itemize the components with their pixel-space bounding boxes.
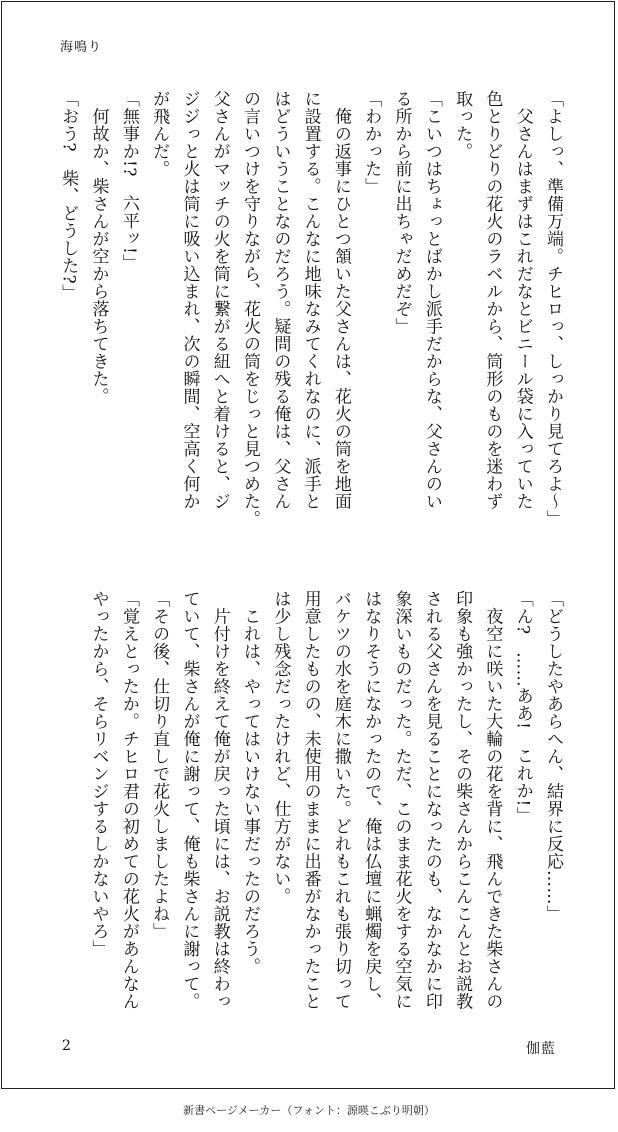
text-line: 父さんがマッチの火を筒に繋がる紐へと着けると、ジ (209, 90, 230, 510)
text-line: 夜空に咲いた大輪の花を背に、飛んできた柴さんの (482, 590, 503, 1010)
text-line: 「こいつはちょっとばかし派手だからな、父さんのい (421, 90, 442, 510)
text-line: の言いつけを守りながら、花火の筒をじっと見つめた。 (240, 90, 261, 528)
text-line: 「わかった」 (361, 90, 382, 195)
text-line: 「よしっ、準備万端。チヒロっ、しっかり見てろよ〜」 (543, 90, 563, 528)
text-line: はなりそうになかったので、俺は仏壇に蝋燭を戻し、 (361, 590, 382, 1010)
text-line: 印象も強かったし、その柴さんからこんこんとお説教 (452, 590, 473, 1010)
text-line: 取った。 (452, 90, 473, 160)
footer-author: 伽藍 (526, 1041, 556, 1057)
text-line: 「どうしたやあらへん、結界に反応……」 (543, 590, 563, 923)
running-header-title: 海鳴り (60, 40, 103, 55)
text-line: 色とりどりの花火のラベルから、筒形のものを迷わず (482, 90, 503, 510)
text-line: は少し残念だったけれど、仕方がない。 (270, 590, 291, 905)
text-line: ていて、柴さんが俺に謝って、俺も柴さんに謝って。 (179, 590, 200, 1010)
text-line: 「無事か!? 六平ッ!」 (118, 90, 139, 272)
page-frame (1, 1, 615, 1089)
text-line: これは、やってはいけない事だったのだろう。 (240, 590, 261, 975)
text-line: 「ん? ……ああ! これか!」 (512, 590, 533, 825)
text-line: 片付けを終えて俺が戻った頃には、お説教は終わっ (209, 590, 230, 1010)
text-line: 「覚えとったか。チヒロ君の初めての花火があんなん (118, 590, 139, 1010)
text-line: はどういうことなのだろう。疑問の残る俺は、父さん (270, 90, 291, 510)
text-line: される父さんを見ることになったのも、なかなかに印 (421, 590, 442, 1010)
text-line: 用意したものの、未使用のままに出番がなかったこと (300, 590, 321, 1010)
text-line: 父さんはまずはこれだなとビニール袋に入っていた (512, 90, 533, 510)
generator-credit: 新書ページメーカー（フォント：源暎こぶり明朝） (183, 1104, 435, 1117)
text-line: 「その後、仕切り直しで花火しましたよね」 (149, 590, 170, 940)
text-block-top (53, 90, 568, 548)
text-line: る所から前に出ちゃだめだぞ」 (391, 90, 412, 335)
text-line: 何故か、柴さんが空から落ちてきた。 (88, 90, 109, 405)
text-line: 「おう? 柴、どうした?」 (58, 90, 79, 302)
text-line: 象深いものだった。ただ、このまま花火をする空気に (391, 590, 412, 1010)
text-line: やったから、そらリベンジするしかないやろ」 (88, 590, 109, 958)
text-line: バケツの水を庭木に撒いた。どれもこれも張り切って (330, 590, 351, 1010)
page-number: 2 (62, 1038, 71, 1054)
text-line: が飛んだ。 (149, 90, 170, 178)
text-line: に設置する。こんなに地味なみてくれなのに、派手と (300, 90, 321, 510)
text-line: ジジっと火は筒に吸い込まれ、次の瞬間、空高く何か (179, 90, 200, 510)
text-line: 俺の返事にひとつ頷いた父さんは、花火の筒を地面 (330, 90, 351, 510)
text-block-bottom (83, 590, 568, 1010)
